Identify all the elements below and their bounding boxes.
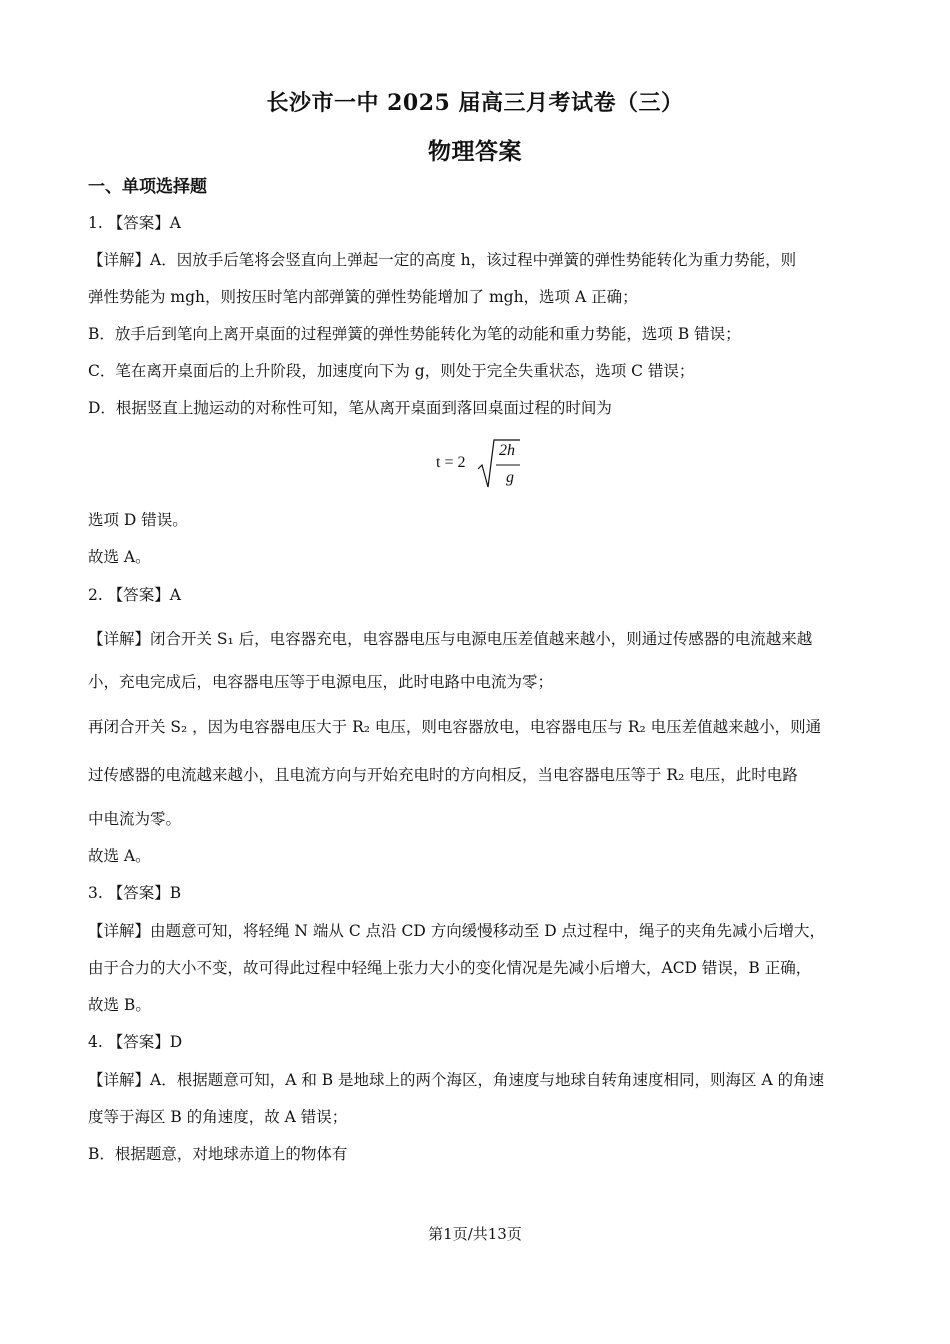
q2-conclusion: 故选 A。 bbox=[88, 847, 151, 865]
q4-answer: 4. 【答案】D bbox=[88, 1033, 183, 1051]
q1-explanation-line-4: C．笔在离开桌面后的上升阶段，加速度向下为 g，则处于完全失重状态，选项 C 错误； bbox=[88, 362, 695, 380]
formula-lhs: t = 2 bbox=[436, 454, 466, 471]
q4-explanation-line-1: 【详解】A．根据题意可知，A 和 B 是地球上的两个海区，角速度与地球自转角速度相同，则海区 A 的角速 bbox=[88, 1071, 825, 1089]
q1-conclusion: 故选 A。 bbox=[88, 548, 151, 566]
exam-subtitle: 物理答案 bbox=[428, 138, 522, 165]
q1-explanation-line-5: D．根据竖直上抛运动的对称性可知，笔从离开桌面到落回桌面过程的时间为 bbox=[88, 399, 612, 417]
q2-explanation-line-3: 再闭合开关 S₂ ，因为电容器电压大于 R₂ 电压，则电容器放电，电容器电压与 R₂ 电压差值越来越小，则通 bbox=[88, 718, 822, 736]
section-heading: 一、单项选择题 bbox=[88, 177, 207, 197]
q2-explanation-line-4: 过传感器的电流越来越小，且电流方向与开始充电时的方向相反，当电容器电压等于 R₂ 电压，此时电路 bbox=[88, 766, 798, 784]
q1-explanation-line-6: 选项 D 错误。 bbox=[88, 511, 188, 529]
formula-denominator: g bbox=[506, 469, 514, 486]
q2-explanation-line-2: 小，充电完成后，电容器电压等于电源电压，此时电路中电流为零； bbox=[88, 673, 554, 691]
q2-answer: 2. 【答案】A bbox=[88, 586, 181, 604]
q1-explanation-line-3: B．放手后到笔向上离开桌面的过程弹簧的弹性势能转化为笔的动能和重力势能，选项 B 错误； bbox=[88, 325, 741, 343]
time-formula bbox=[436, 437, 576, 495]
q4-explanation-line-2: 度等于海区 B 的角速度，故 A 错误； bbox=[88, 1108, 348, 1126]
page-number: 第1页/共13页 bbox=[428, 1225, 522, 1243]
q2-explanation-line-1: 【详解】闭合开关 S₁ 后，电容器充电，电容器电压与电源电压差值越来越小，则通过传感器的电流越来越 bbox=[88, 630, 813, 648]
q1-answer: 1. 【答案】A bbox=[88, 214, 181, 232]
q3-explanation-line-2: 由于合力的大小不变，故可得此过程中轻绳上张力大小的变化情况是先减小后增大，ACD 错误，B 正确， bbox=[88, 959, 812, 977]
q4-explanation-line-3: B．根据题意，对地球赤道上的物体有 bbox=[88, 1145, 348, 1163]
exam-title: 长沙市一中 2025 届高三月考试卷（三） bbox=[266, 90, 684, 116]
q1-explanation-line-1: 【详解】A．因放手后笔将会竖直向上弹起一定的高度 h，该过程中弹簧的弹性势能转化为重力势能，则 bbox=[88, 251, 797, 269]
q3-conclusion: 故选 B。 bbox=[88, 996, 151, 1014]
q1-explanation-line-2: 弹性势能为 mgh，则按压时笔内部弹簧的弹性势能增加了 mgh，选项 A 正确； bbox=[88, 288, 638, 306]
q3-answer: 3. 【答案】B bbox=[88, 884, 182, 902]
q2-explanation-line-5: 中电流为零。 bbox=[88, 810, 182, 828]
q3-explanation-line-1: 【详解】由题意可知，将轻绳 N 端从 C 点沿 CD 方向缓慢移动至 D 点过程中，绳子的夹角先减小后增大， bbox=[88, 922, 826, 940]
formula-numerator: 2h bbox=[499, 442, 515, 459]
